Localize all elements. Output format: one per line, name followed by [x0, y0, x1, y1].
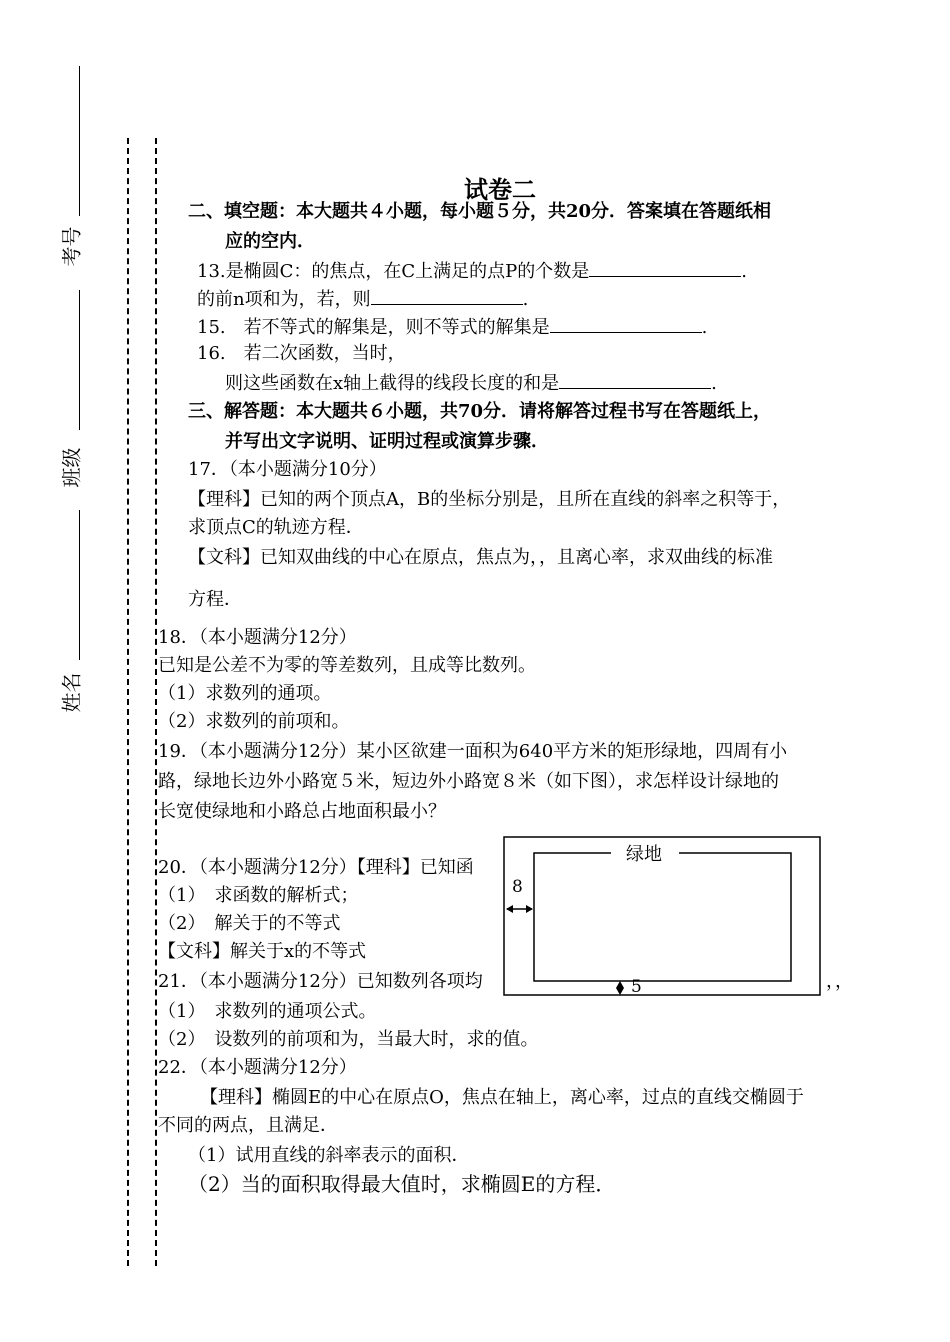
q13-text: 13.是椭圆C：的焦点，在C上满足的点P的个数是 — [197, 261, 590, 282]
q20-part2: （2） 解关于的不等式 — [158, 913, 341, 934]
q13-blank — [589, 258, 741, 277]
q16-text: 则这些函数在x轴上截得的线段长度的和是 — [225, 373, 560, 394]
q15-text: 15. 若不等式的解集是，则不等式的解集是 — [197, 317, 550, 338]
q14 — [197, 286, 528, 312]
q22-li-line1: 【理科】椭圆E的中心在原点O，焦点在轴上，离心率，过点的直线交椭圆于 — [200, 1087, 804, 1108]
q14-period: . — [522, 289, 529, 310]
section2-heading-line1: 二、填空题：本大题共４小题，每小题５分，共20分．答案填在答题纸相 — [188, 201, 772, 222]
q20-part1: （1） 求函数的解析式； — [158, 885, 359, 906]
q17-head: 17．（本小题满分10分） — [188, 459, 387, 480]
q14-blank — [371, 286, 523, 305]
long-side-width-label: 5 — [631, 977, 642, 997]
q21-line1: 21．（本小题满分12分）已知数列各项均 — [158, 971, 483, 992]
section3-heading-line1: 三、解答题：本大题共６小题，共70分．请将解答过程书写在答题纸上， — [188, 401, 772, 422]
binding-dashed-line-left — [127, 138, 129, 1266]
q22-part1: （1）试用直线的斜率表示的面积． — [188, 1145, 470, 1166]
q19-line2: 路，绿地长边外小路宽５米，短边外小路宽８米（如下图），求怎样设计绿地的 — [158, 771, 779, 792]
q18-head: 18．（本小题满分12分） — [158, 627, 357, 648]
q22-li-line2: 不同的两点，且满足． — [158, 1115, 338, 1136]
section2-heading-line2: 应的空内． — [225, 231, 315, 252]
q19-line1: 19．（本小题满分12分）某小区欲建一面积为640平方米的矩形绿地，四周有小 — [158, 741, 788, 762]
q21-part2: （2） 设数列的前项和为，当最大时，求的值。 — [158, 1029, 539, 1050]
section3-heading-line2: 并写出文字说明、证明过程或演算步骤． — [225, 431, 549, 452]
q17-li-line1: 【理科】已知的两个顶点A，B的坐标分别是，且所在直线的斜率之积等于， — [188, 489, 791, 510]
q18-part1: （1）求数列的通项。 — [158, 683, 332, 704]
q20-wen: 【文科】解关于x的不等式 — [158, 941, 367, 962]
q19-line3: 长宽使绿地和小路总占地面积最小？ — [158, 801, 446, 822]
q16-line2 — [225, 370, 717, 396]
q21-part1: （1） 求数列的通项公式。 — [158, 1001, 377, 1022]
class-rule — [79, 290, 80, 430]
q20-line1: 20．（本小题满分12分）【理科】已知函 — [158, 857, 474, 878]
q16-line1: 16. 若二次函数，当时， — [197, 343, 406, 364]
green-land-figure — [503, 836, 825, 998]
q15 — [197, 314, 707, 340]
q22-part2: （2）当的面积取得最大值时，求椭圆E的方程． — [188, 1172, 616, 1196]
name-label: 姓名 — [59, 672, 84, 713]
q15-period: . — [701, 317, 708, 338]
q17-li-line2: 求顶点C的轨迹方程． — [188, 517, 364, 538]
q16-period: . — [711, 373, 717, 394]
class-label: 班级 — [59, 447, 84, 488]
binding-dashed-line-right — [155, 138, 157, 1266]
q13-period: . — [741, 261, 748, 282]
q14-text: 的前n项和为，若，则 — [197, 289, 371, 310]
q22-head: 22．（本小题满分12分） — [158, 1057, 357, 1078]
q13 — [197, 258, 747, 284]
q16-blank — [559, 370, 711, 389]
q17-wen-line1: 【文科】已知双曲线的中心在原点，焦点为，，且离心率，求双曲线的标准 — [188, 547, 773, 568]
green-land-border — [534, 853, 791, 981]
name-rule — [79, 510, 80, 660]
short-side-width-label: 8 — [512, 877, 523, 897]
green-land-label: 绿地 — [626, 844, 662, 865]
q18-part2: （2）求数列的前项和。 — [158, 711, 350, 732]
q17-wen-line2: 方程． — [188, 589, 242, 610]
exam-no-label: 考号 — [59, 226, 84, 267]
page-title: 试卷二 — [464, 175, 536, 204]
q15-blank — [550, 314, 702, 333]
q18-line1: 已知是公差不为零的等差数列，且成等比数列。 — [158, 655, 536, 676]
q21-line1-tail: ，， — [826, 971, 853, 992]
